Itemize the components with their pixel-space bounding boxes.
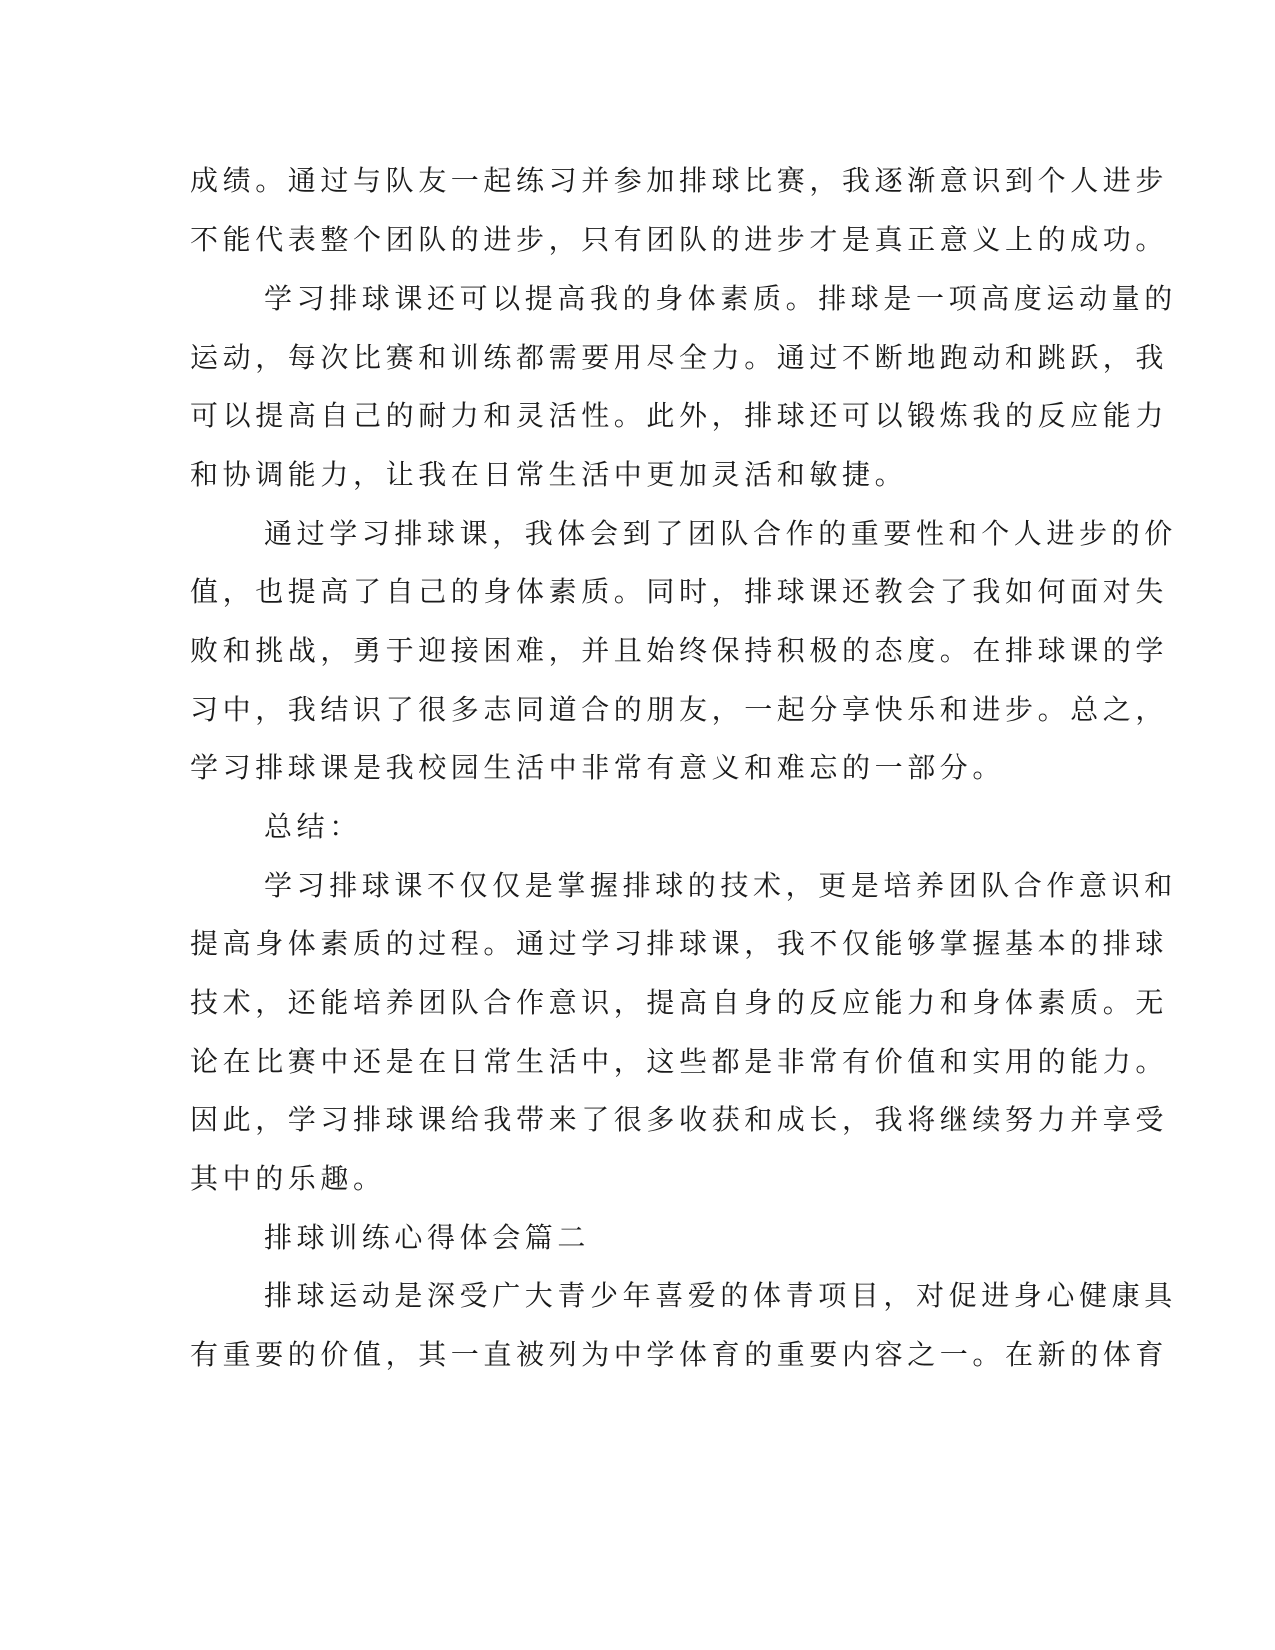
text-line: 有重要的价值，其一直被列为中学体育的重要内容之一。在新的体育 <box>190 1338 1169 1371</box>
text-line: 成绩。通过与队友一起练习并参加排球比赛，我逐渐意识到个人进步 <box>190 164 1169 197</box>
text-line: 技术，还能培养团队合作意识，提高自身的反应能力和身体素质。无 <box>190 986 1169 1019</box>
text-line: 败和挑战，勇于迎接困难，并且始终保持积极的态度。在排球课的学 <box>190 634 1169 667</box>
section-heading: 排球训练心得体会篇二 <box>264 1221 591 1254</box>
text-line: 和协调能力，让我在日常生活中更加灵活和敏捷。 <box>190 458 908 491</box>
paragraph-first-line: 学习排球课不仅仅是掌握排球的技术，更是培养团队合作意识和 <box>264 869 1177 902</box>
text-line: 学习排球课是我校园生活中非常有意义和难忘的一部分。 <box>190 751 1006 784</box>
paragraph-first-line: 通过学习排球课，我体会到了团队合作的重要性和个人进步的价 <box>264 517 1177 550</box>
section-label: 总结： <box>264 810 362 843</box>
text-line: 习中，我结识了很多志同道合的朋友，一起分享快乐和进步。总之， <box>190 693 1169 726</box>
paragraph-first-line: 排球运动是深受广大青少年喜爱的体青项目，对促进身心健康具 <box>264 1279 1177 1312</box>
paragraph-first-line: 学习排球课还可以提高我的身体素质。排球是一项高度运动量的 <box>264 282 1177 315</box>
text-line: 运动，每次比赛和训练都需要用尽全力。通过不断地跑动和跳跃，我 <box>190 341 1169 374</box>
text-line: 因此，学习排球课给我带来了很多收获和成长，我将继续努力并享受 <box>190 1103 1169 1136</box>
text-line: 提高身体素质的过程。通过学习排球课，我不仅能够掌握基本的排球 <box>190 927 1169 960</box>
text-line: 可以提高自己的耐力和灵活性。此外，排球还可以锻炼我的反应能力 <box>190 399 1169 432</box>
text-line: 论在比赛中还是在日常生活中，这些都是非常有价值和实用的能力。 <box>190 1045 1169 1078</box>
text-line: 不能代表整个团队的进步，只有团队的进步才是真正意义上的成功。 <box>190 223 1169 256</box>
text-line: 其中的乐趣。 <box>190 1162 386 1195</box>
text-line: 值，也提高了自己的身体素质。同时，排球课还教会了我如何面对失 <box>190 575 1169 608</box>
